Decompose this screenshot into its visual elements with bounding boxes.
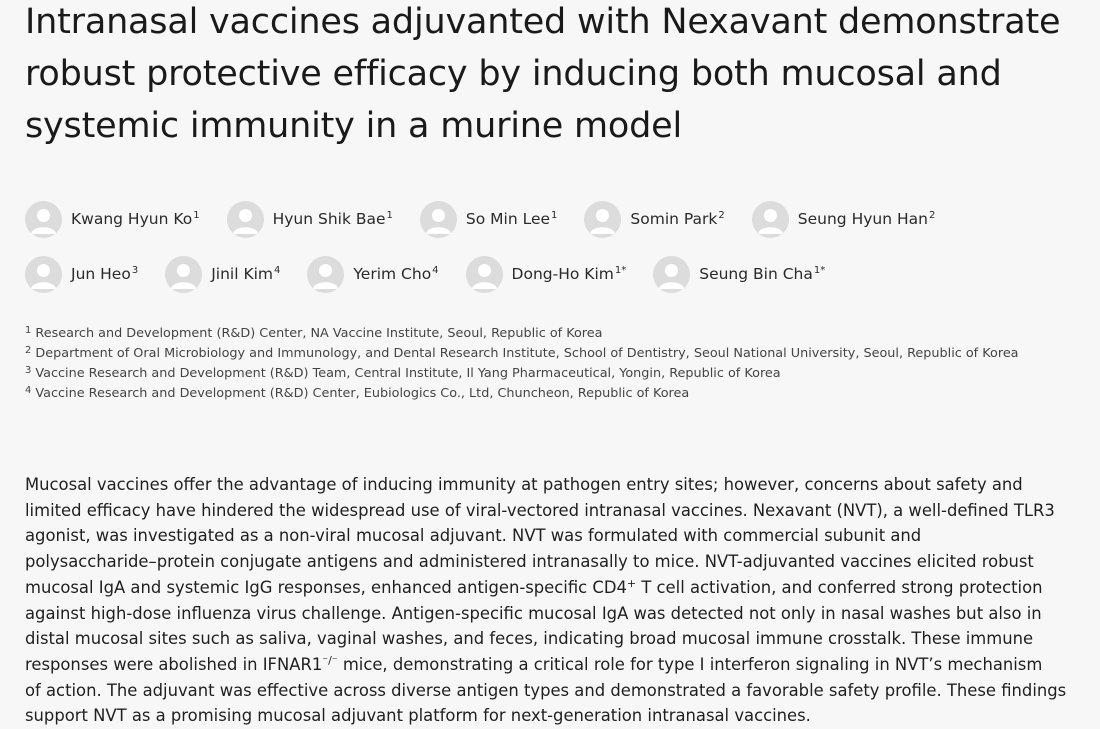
- user-avatar-icon: [25, 201, 62, 238]
- affiliation-item: [25, 384, 1095, 404]
- abstract-line: Mucosal vaccines offer the advantage of inducing immunity at pathogen entry sites; however, concerns about safety and: [25, 475, 1023, 494]
- user-avatar-icon: [466, 256, 503, 293]
- author-list: [25, 199, 1095, 309]
- author-item[interactable]: [653, 256, 825, 293]
- abstract-line: distal mucosal sites such as saliva, vaginal washes, and feces, indicating broad mucosal immune crosstalk. These immune: [25, 629, 1034, 649]
- affiliation-number: 2: [25, 345, 32, 356]
- affiliation-item: [25, 344, 1095, 364]
- user-avatar-icon: [653, 256, 690, 293]
- author-name: Jun Heo$^3$: [71, 265, 139, 283]
- author-affiliation-marker: 2: [928, 210, 936, 221]
- affiliation-item: [25, 324, 1095, 344]
- author-name: Hyun Shik Bae$^1$: [272, 210, 393, 228]
- author-affiliation-marker: 1: [551, 210, 558, 221]
- author-name: Seung Hyun Han$^2$: [797, 210, 936, 228]
- affiliation-list: [25, 324, 1095, 404]
- author-row: [25, 199, 1095, 239]
- author-name: So Min Lee$^1$: [465, 210, 558, 228]
- author-name: Seung Bin Cha$^{1*}$: [699, 265, 826, 283]
- user-avatar-icon: [584, 201, 621, 238]
- abstract-line: against high-dose influenza virus challenge. Antigen-specific mucosal IgA was detected not only in nasal washes but also in: [25, 603, 1042, 623]
- author-row: [25, 254, 1095, 294]
- abstract-text: [25, 472, 1095, 729]
- author-name: Kwang Hyun Ko$^1$: [71, 210, 200, 228]
- user-avatar-icon: [752, 201, 789, 238]
- author-affiliation-marker: 3: [131, 265, 139, 276]
- user-avatar-icon: [25, 256, 62, 293]
- author-item[interactable]: [227, 201, 393, 238]
- author-affiliation-marker: 1: [193, 210, 200, 221]
- abstract-line: limited efficacy have hindered the widespread use of viral-vectored intranasal vaccines. Nexavant (NVT), a well-defined TLR3: [25, 500, 1055, 520]
- user-avatar-icon: [307, 256, 344, 293]
- author-name: Dong-Ho Kim$^{1*}$: [511, 265, 627, 283]
- author-affiliation-marker: 1: [386, 210, 393, 221]
- author-affiliation-marker: 1*: [813, 265, 826, 276]
- author-name: Yerim Cho$^4$: [353, 265, 439, 283]
- author-item[interactable]: [752, 201, 936, 238]
- author-item[interactable]: [25, 256, 138, 293]
- abstract-line: polysaccharide–protein conjugate antigens and administered intranasally to mice. NVT-adjuvanted vaccines elicited robust: [25, 552, 1034, 572]
- abstract-line: support NVT as a promising mucosal adjuvant platform for next-generation intranasal vaccines.: [25, 706, 811, 726]
- abstract-line: agonist, was investigated as a non-viral mucosal adjuvant. NVT was formulated with commercial subunit and: [25, 526, 922, 546]
- author-item[interactable]: [584, 201, 724, 238]
- author-item[interactable]: [466, 256, 627, 293]
- affiliation-text: Vaccine Research and Development (R&D) Team, Central Institute, Il Yang Pharmaceutical, Yongin, Republic of Korea: [35, 366, 781, 381]
- abstract-line: of action. The adjuvant was effective across diverse antigen types and demonstrated a favorable safety profile. These findings: [25, 680, 1067, 700]
- user-avatar-icon: [420, 201, 457, 238]
- user-avatar-icon: [165, 256, 202, 293]
- superscript: ⁻/⁻: [322, 653, 338, 667]
- affiliation-number: 4: [25, 385, 32, 396]
- author-affiliation-marker: 4: [432, 265, 439, 276]
- affiliation-text: Vaccine Research and Development (R&D) Center, Eubiologics Co., Ltd, Chuncheon, Republic of Korea: [35, 386, 690, 401]
- author-affiliation-marker: 1*: [614, 265, 627, 276]
- article-title: Intranasal vaccines adjuvanted with Nexavant demonstrate robust protective efficacy by inducing both mucosal and systemic immunity in a murine model: [25, 2, 1061, 146]
- affiliation-number: 1: [25, 325, 32, 336]
- user-avatar-icon: [227, 201, 264, 238]
- author-name: Jinil Kim$^4$: [211, 265, 281, 283]
- author-affiliation-marker: 4: [274, 265, 281, 276]
- superscript: +: [626, 576, 637, 590]
- author-affiliation-marker: 2: [718, 210, 725, 221]
- author-name: Somin Park$^2$: [630, 210, 725, 228]
- author-item[interactable]: [420, 201, 558, 238]
- affiliation-text: Research and Development (R&D) Center, NA Vaccine Institute, Seoul, Republic of Korea: [35, 326, 603, 341]
- abstract-line: mucosal IgA and systemic IgG responses, enhanced antigen-specific CD4+ T cell activation, and conferred strong protection: [25, 576, 1043, 597]
- author-item[interactable]: [307, 256, 438, 293]
- affiliation-text: Department of Oral Microbiology and Immunology, and Dental Research Institute, School of Dentistry, Seoul National University, Seoul, Republic of Korea: [35, 346, 1019, 361]
- abstract-line: responses were abolished in IFNAR1⁻/⁻ mice, demonstrating a critical role for type I interferon signaling in NVT’s mechanism: [25, 653, 1043, 674]
- affiliation-item: [25, 364, 1095, 384]
- affiliation-number: 3: [25, 365, 32, 376]
- author-item[interactable]: [25, 201, 200, 238]
- author-item[interactable]: [165, 256, 280, 293]
